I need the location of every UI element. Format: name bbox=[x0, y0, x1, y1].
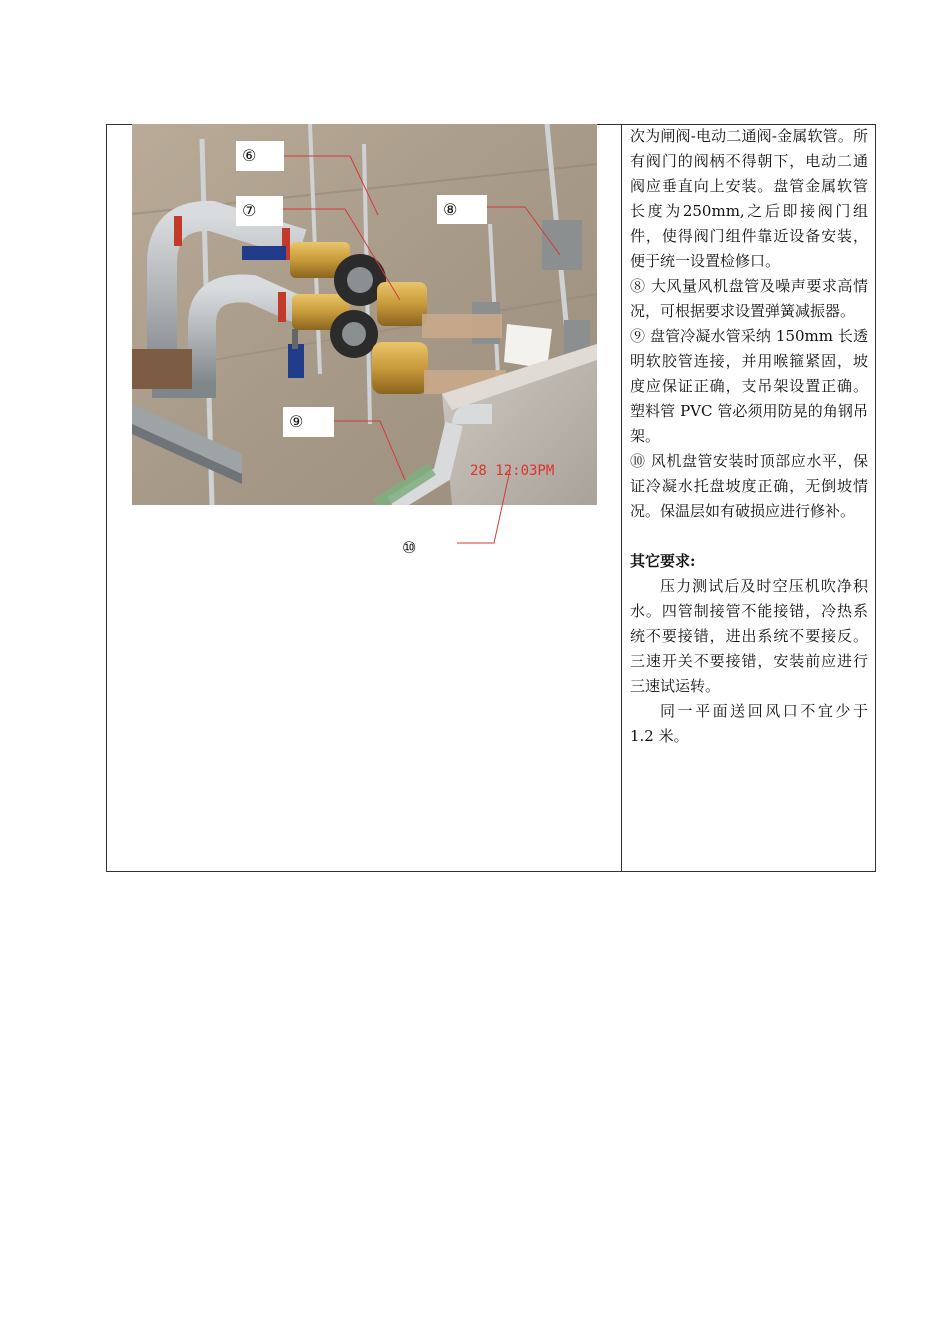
callout-label-10: ⑩ bbox=[402, 538, 417, 557]
paragraph-air-outlets: 同一平面送回风口不宜少于 1.2 米。 bbox=[630, 702, 868, 745]
callout-label-8: ⑧ bbox=[437, 195, 487, 224]
paragraph-pressure-test: 压力测试后及时空压机吹净积水。四管制接管不能接错，冷热系统不要接错，进出系统不要接反。三速开关不要接错，安装前应进行三速试运转。 bbox=[630, 577, 868, 695]
other-requirements-heading: 其它要求: bbox=[630, 552, 696, 570]
paragraph-item-9: ⑨ 盘管冷凝水管采纳 150mm 长透明软胶管连接，并用喉箍紧固，坡度应保证正确，支吊架设置正确。塑料管 PVC 管必须用防晃的角钢吊架。 bbox=[630, 327, 868, 445]
callout-label-6: ⑥ bbox=[236, 141, 284, 171]
callout-label-9: ⑨ bbox=[283, 407, 334, 437]
paragraph-item-8: ⑧ 大风量风机盘管及噪声要求高情况，可根据要求设置弹簧减振器。 bbox=[630, 277, 868, 320]
photo-timestamp: 28 12:03PM bbox=[470, 463, 555, 479]
paragraph-item-10: ⑩ 风机盘管安装时顶部应水平，保证冷凝水托盘坡度正确，无倒坡情况。保温层如有破损应进行修补。 bbox=[630, 452, 868, 520]
paragraph-valve-sequence: 次为闸阀-电动二通阀-金属软管。所有阀门的阀柄不得朝下，电动二通阀应垂直向上安装。盘管金属软管长度为250mm,之后即接阀门组件，使得阀门组件靠近设备安装，便于统一设置检修口。 bbox=[630, 127, 868, 270]
callout-label-7: ⑦ bbox=[236, 196, 283, 226]
instruction-text bbox=[630, 124, 868, 749]
